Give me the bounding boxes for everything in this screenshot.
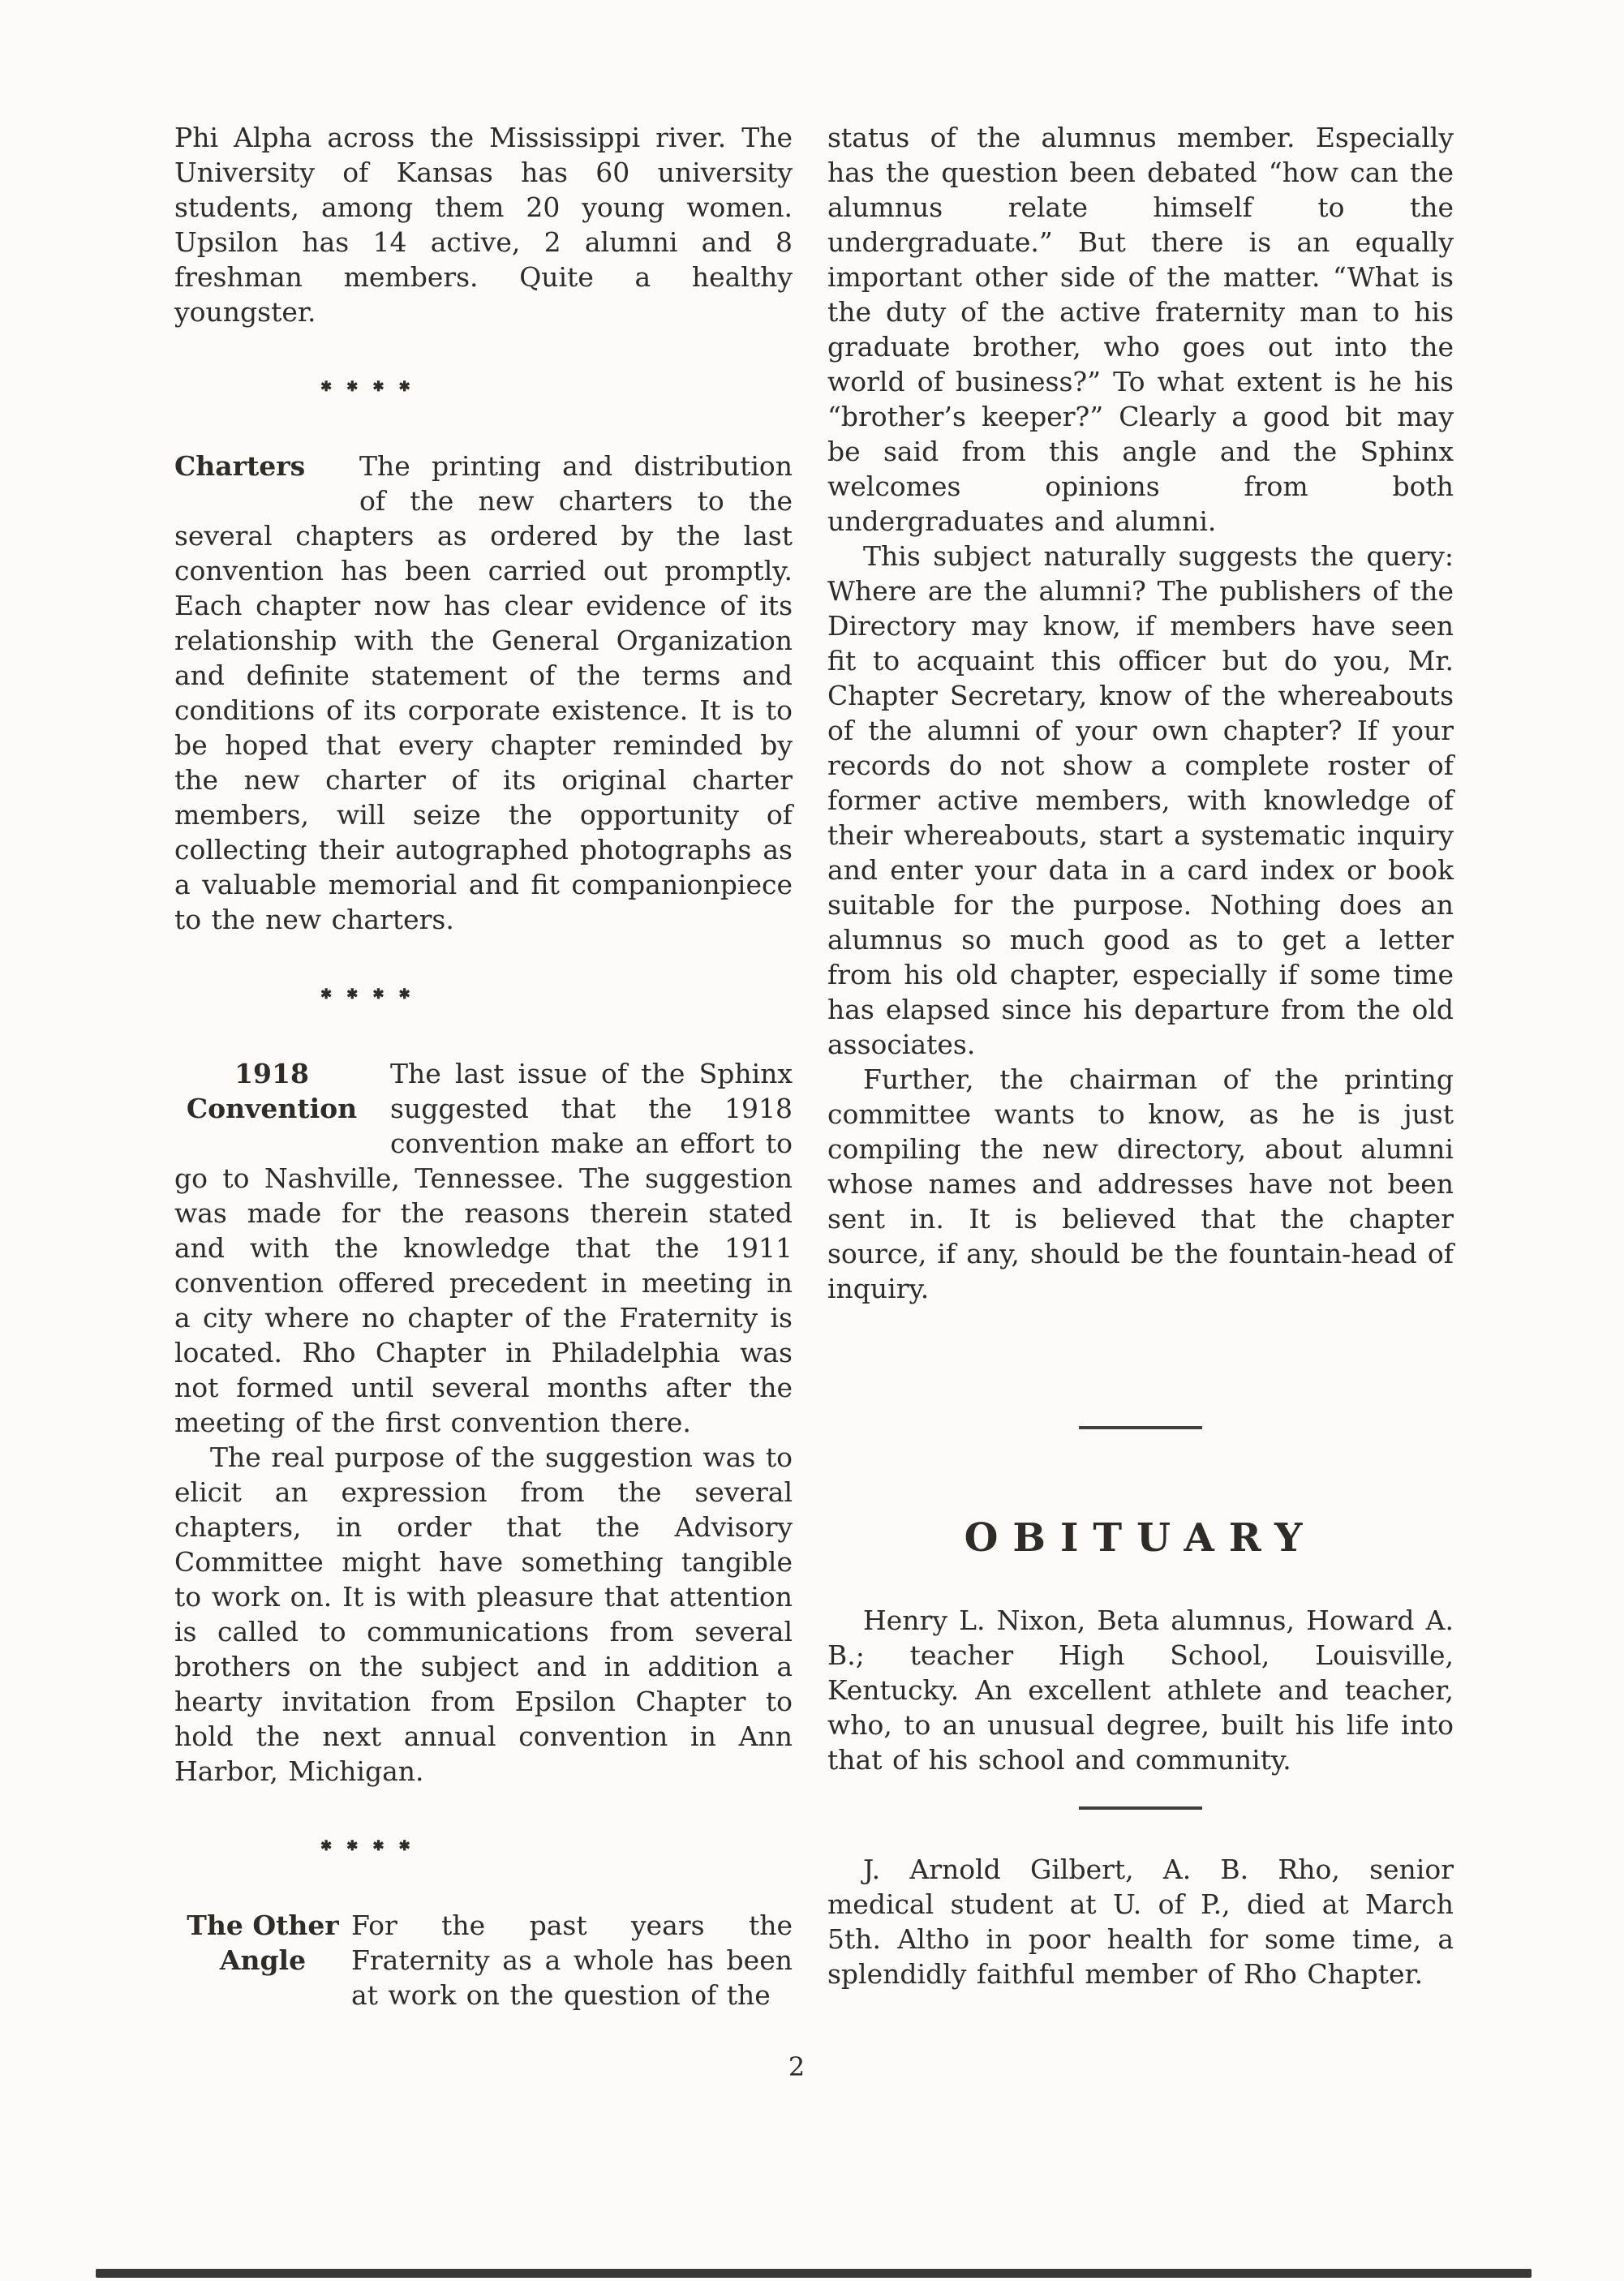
convention-heading-line1: 1918 (234, 1058, 309, 1089)
convention-heading-line2: Convention (186, 1093, 358, 1124)
divider-rule (1079, 1426, 1202, 1429)
other-angle-heading-line1: The Other (187, 1909, 339, 1941)
right-column (827, 120, 1454, 1991)
charters-section (174, 449, 793, 937)
section-separator: ✱ ✱ ✱ ✱ (320, 986, 415, 1003)
section-separator: ✱ ✱ ✱ ✱ (320, 379, 415, 395)
scan-edge-shadow (96, 2269, 1532, 2278)
charters-paragraph: The printing and distribution of the new charters to the several chapters as ordered by the last convention has been carried out promptly. Each chapter now has clear evidence of its relationship with the General Organization and definite statement of the terms and conditions of its corporate existence. It is to be hoped that every chapter reminded by the new charter of its original charter members, will seize the opportunity of collecting their autographed photographs as a valuable memorial and fit companionpiece to the new charters. (174, 450, 793, 935)
page-number: 2 (788, 2051, 806, 2082)
obituary-nixon-paragraph: Henry L. Nixon, Beta alumnus, Howard A. B.; teacher High School, Louisville, Kentucky. An excellent athlete and teacher, who, to an unusual degree, built his life into that of his school and community. (827, 1604, 1454, 1776)
convention-paragraph-2: The real purpose of the suggestion was to elicit an expression from the several chapters, in order that the Advisory Committee might have something tangible to work on. It is with pleasure that attention is called to communications from several brothers on the subject and in addition a hearty invitation from Epsilon Chapter to hold the next annual convention in Ann Harbor, Michigan. (174, 1441, 793, 1787)
obituary-title: OBITUARY (964, 1515, 1317, 1561)
other-angle-heading-line2: Angle (219, 1944, 307, 1976)
query-paragraph: This subject naturally suggests the query: Where are the alumni? The publishers of the Directory may know, if members have seen fit to acquaint this officer but do you, Mr. Chapter Secretary, know of the whereabouts of the alumni of your own chapter? If your records do not show a complete roster of former active members, with knowledge of their whereabouts, start a systematic inquiry and enter your data in a card index or book suitable for the purpose. Nothing does an alumnus so much good as to get a letter from his old chapter, especially if some time has elapsed since his departure from the old associates. (827, 540, 1454, 1060)
convention-paragraph: The last issue of the Sphinx suggested that the 1918 convention make an effort to go to Nashville, Tennessee. The suggestion was made for the reasons therein stated and with the knowledge that the 1911 convention offered precedent in meeting in a city where no chapter of the Fraternity is located. Rho Chapter in Philadelphia was not formed until several months after the meeting of the first convention there. (174, 1058, 793, 1438)
obituary-gilbert-paragraph: J. Arnold Gilbert, A. B. Rho, senior medical student at U. of P., died at March 5th. Altho in poor health for some time, a splendidly faithful member of Rho Chapter. (827, 1854, 1454, 1990)
section-separator: ✱ ✱ ✱ ✱ (320, 1838, 415, 1854)
other-angle-section (174, 1908, 793, 2013)
left-column (174, 120, 793, 2013)
other-angle-paragraph: For the past years the Fraternity as a whole has been at work on the question of the (351, 1909, 793, 2011)
convention-section (174, 1056, 793, 1789)
convention-heading (174, 1056, 390, 1159)
intro-paragraph: Phi Alpha across the Mississippi river. The University of Kansas has 60 university students, among them 20 young women. Upsilon has 14 active, 2 alumni and 8 freshman members. Quite a healthy youngster. (174, 122, 793, 328)
divider-rule (1079, 1806, 1202, 1810)
charters-heading: Charters (174, 450, 306, 482)
alumnus-paragraph: status of the alumnus member. Especially has the question been debated “how can the alumnus relate himself to the undergraduate.” But there is an equally important other side of the matter. “What is the duty of the active fraternity man to his graduate brother, who goes out into the world of business?” To what extent is he his “brother’s keeper?” Clearly a good bit may be said from this angle and the Sphinx welcomes opinions from both undergraduates and alumni. (827, 122, 1454, 537)
other-angle-heading (174, 1908, 351, 2010)
directory-paragraph: Further, the chairman of the printing committee wants to know, as he is just compiling the new directory, about alumni whose names and addresses have not been sent in. It is believed that the chapter source, if any, should be the fountain-head of inquiry. (827, 1063, 1454, 1304)
